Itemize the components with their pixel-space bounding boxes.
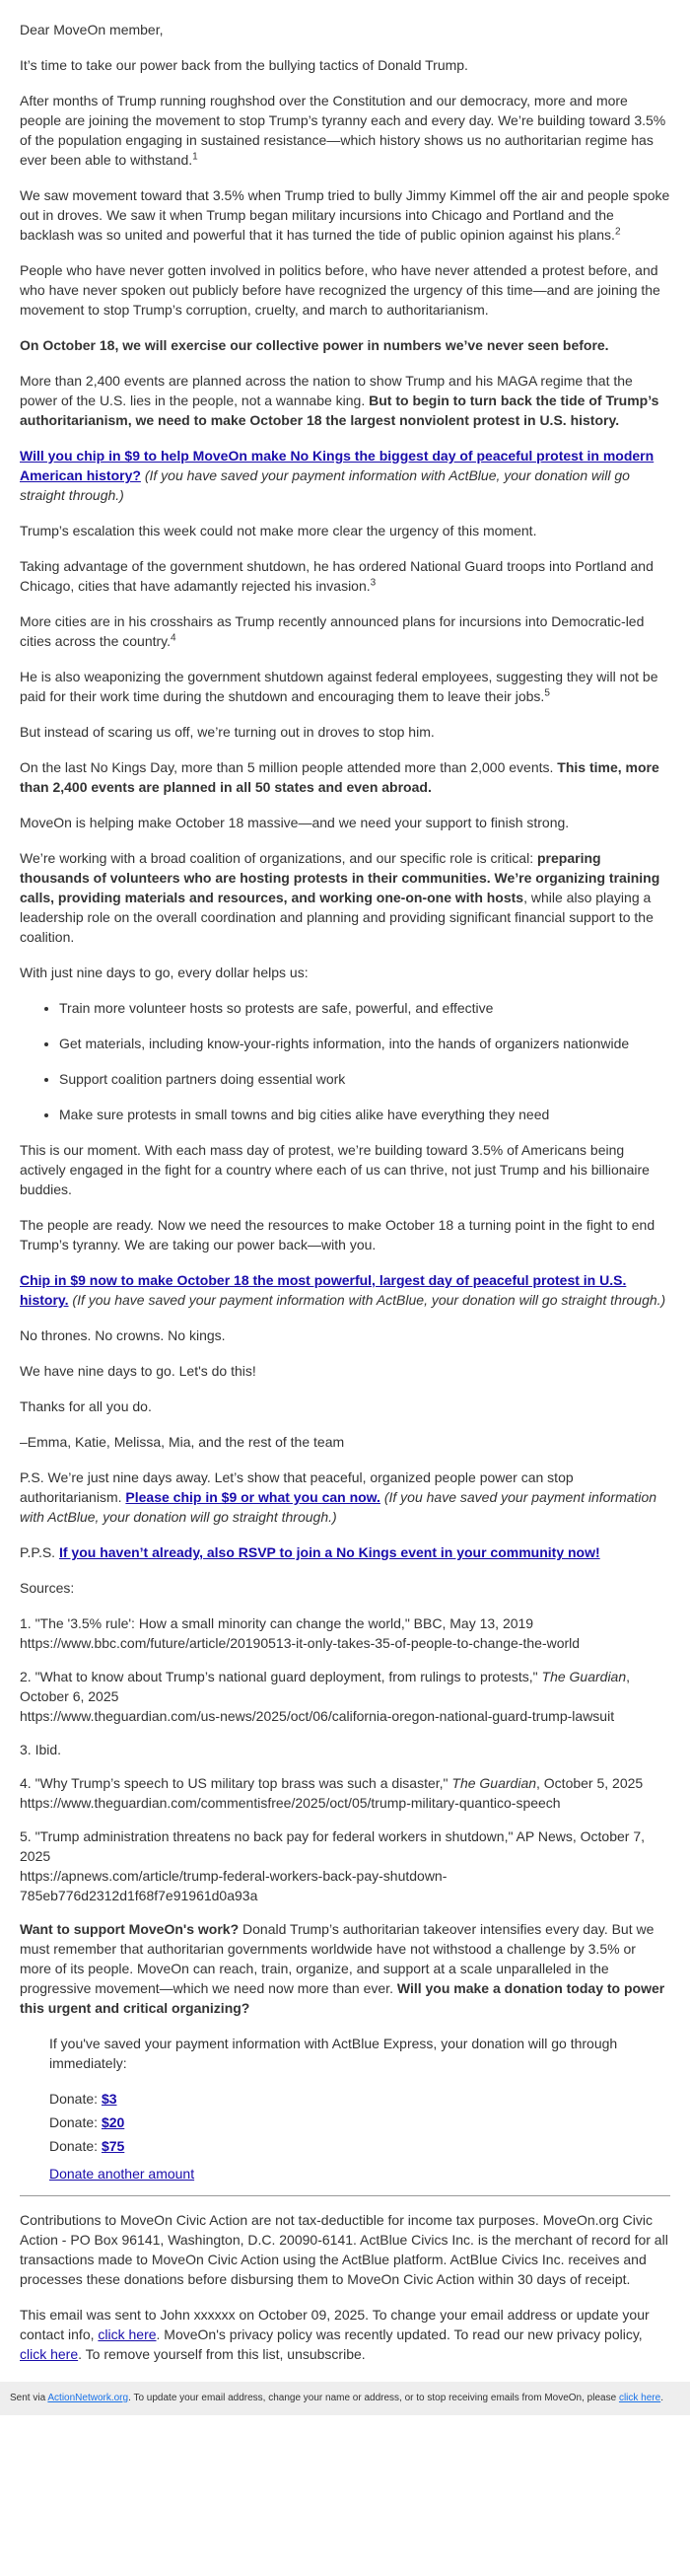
donate-row: Donate: $3 xyxy=(49,2091,117,2107)
footnote-ref: 3 xyxy=(370,577,377,589)
sources-heading: Sources: xyxy=(20,1580,75,1596)
source-item: 2. "What to know about Trump’s national guard deployment, from rulings to protests," The Guardian, October 6, 2025 https://www.theguardian.com/us-news/2025/oct/06/california-oregon-national-guard-trump-lawsuit xyxy=(20,1667,670,1726)
donate-another-link[interactable]: Donate another amount xyxy=(49,2166,195,2182)
postscript-2: P.P.S. If you haven’t already, also RSVP to join a No Kings event in your community now! xyxy=(20,1544,600,1560)
express-note: If you've saved your payment information with ActBlue Express, your donation will go through immediately: xyxy=(49,2036,618,2071)
greeting: Dear MoveOn member, xyxy=(20,22,164,37)
rsvp-link[interactable]: If you haven’t already, also RSVP to join a No Kings event in your community now! xyxy=(58,1544,600,1560)
bullet-list xyxy=(20,998,670,1124)
paragraph: No thrones. No crowns. No kings. xyxy=(20,1327,226,1343)
paragraph: The people are ready. Now we need the resources to make October 18 a turning point in the fight to end Trump’s tyranny. We are taking our power back—with you. xyxy=(20,1217,656,1252)
ps-donate-link[interactable]: Please chip in $9 or what you can now. xyxy=(125,1489,380,1505)
paragraph: He is also weaponizing the government shutdown against federal employees, suggesting they will not be paid for their work time during the shutdown and encouraging them to leave their jobs.$^5$ xyxy=(20,669,658,704)
paragraph: People who have never gotten involved in politics before, who have never attended a protest before, and who have never spoken out publicly before have recognized the urgency of this time—and are joining the movement to stop Trump’s corruption, cruelty, and march to authoritarianism. xyxy=(20,262,660,318)
list-item: • Make sure protests in small towns and big cities alike have everything they need xyxy=(59,1105,670,1124)
paragraph: With just nine days to go, every dollar helps us: xyxy=(20,965,309,980)
footnote-ref: 1 xyxy=(192,151,198,163)
source-item: 4. "Why Trump’s speech to US military top brass was such a disaster," The Guardian, October 5, 2025 https://www.theguardian.com/commentisfree/2025/oct/05/trump-military-quantico-speech xyxy=(20,1773,670,1813)
postscript: P.S. We’re just nine days away. Let’s show that peaceful, organized people power can stop authoritarianism. Please chip in $9 or what you can now. (If you have saved your payment information with ActBlue, your donation will go straight through.) xyxy=(20,1469,657,1525)
donation-ask: Will you chip in $9 to help MoveOn make No Kings the biggest day of peaceful protest in modern American history? (If you have saved your payment information with ActBlue, your donation will go straight through.) xyxy=(20,448,655,503)
paragraph: Thanks for all you do. xyxy=(20,1398,152,1414)
donate-20-button[interactable]: $20 xyxy=(101,2114,125,2130)
list-item: • Train more volunteer hosts so protests are safe, powerful, and effective xyxy=(59,998,670,1018)
source-item: 3. Ibid. xyxy=(20,1742,62,1757)
footnote-ref: 5 xyxy=(544,687,550,699)
paragraph: But instead of scaring us off, we’re turning out in droves to stop him. xyxy=(20,724,435,740)
donate-link[interactable]: Chip in $9 now to make October 18 the most powerful, largest day of peaceful protest in U.S. history. xyxy=(20,1272,627,1308)
donate-row: Donate: $20 xyxy=(49,2114,125,2130)
source-item: 5. "Trump administration threatens no back pay for federal workers in shutdown," AP News, October 7, 2025 https://apnews.com/article/trump-federal-workers-back-pay-shutdown-785eb776d2312d1f68f7e91961d0a93a xyxy=(20,1826,670,1905)
divider xyxy=(20,2195,670,2196)
signature: –Emma, Katie, Melissa, Mia, and the rest of the team xyxy=(20,1434,345,1450)
donation-ask: Chip in $9 now to make October 18 the most powerful, largest day of peaceful protest in U.S. history. (If you have saved your payment information with ActBlue, your donation will go straight through.) xyxy=(20,1272,666,1308)
source-item: 1. "The '3.5% rule': How a small minority can change the world," BBC, May 13, 2019 https://www.bbc.com/future/article/20190513-it-only-takes-35-of-people-to-change-the-world xyxy=(20,1613,670,1653)
source-url: https://www.theguardian.com/commentisfree/2025/oct/05/trump-military-quantico-speech xyxy=(20,1795,561,1811)
paragraph: On the last No Kings Day, more than 5 million people attended more than 2,000 events. This time, more than 2,400 events are planned in all 50 states and even abroad. xyxy=(20,759,659,795)
paragraph: More than 2,400 events are planned across the nation to show Trump and his MAGA regime that the power of the U.S. lies in the people, not a wannabe king. But to begin to turn back the tide of Trump’s authoritarianism, we need to make October 18 the largest nonviolent protest in U.S. history. xyxy=(20,373,659,428)
source-url: https://www.theguardian.com/us-news/2025/oct/06/california-oregon-national-guard-trump-lawsuit xyxy=(20,1708,615,1724)
footnote-ref: 4 xyxy=(171,632,176,644)
paragraph: This is our moment. With each mass day of protest, we’re building toward 3.5% of Americans being actively engaged in the fight for a country where each of us can thrive, not just Trump and his billionaire buddies. xyxy=(20,1142,650,1197)
privacy-policy-link[interactable]: click here xyxy=(20,2346,79,2362)
paragraph: Trump’s escalation this week could not make more clear the urgency of this moment. xyxy=(20,523,537,538)
paragraph: MoveOn is helping make October 18 massive—and we need your support to finish strong. xyxy=(20,815,570,830)
donate-another-row xyxy=(49,2164,670,2183)
sent-to-notice: This email was sent to John xxxxxx on October 09, 2025. To change your email address or update your contact info, click here. MoveOn's privacy policy was recently updated. To read our new privacy policy, click here. To remove yourself from this list, unsubscribe. xyxy=(20,2307,650,2362)
intro-paragraph: It’s time to take our power back from the bullying tactics of Donald Trump. xyxy=(20,57,468,73)
paragraph: We saw movement toward that 3.5% when Trump tried to bully Jimmy Kimmel off the air and people spoke out in droves. We saw it when Trump began military incursions into Chicago and Portland and the backlash was so united and powerful that it has turned the tide of public opinion against his plans.$^2$ xyxy=(20,187,670,243)
source-url: https://www.bbc.com/future/article/20190513-it-only-takes-35-of-people-to-change-the-world xyxy=(20,1635,581,1651)
donate-75-button[interactable]: $75 xyxy=(101,2138,125,2154)
footer-click-here-link[interactable]: click here xyxy=(618,2393,661,2403)
list-item: • Support coalition partners doing essential work xyxy=(59,1069,670,1089)
paragraph: More cities are in his crosshairs as Trump recently announced plans for incursions into Democratic-led cities across the country.$^4$ xyxy=(20,613,645,649)
paragraph: We’re working with a broad coalition of organizations, and our specific role is critical: preparing thousands of volunteers who are hosting protests in their communities. We’re organizing training calls, providing materials and resources, and working one-on-one with hosts, while also playing a leadership role on the overall coordination and planning and providing significant financial support to the coalition. xyxy=(20,850,660,945)
list-item: • Get materials, including know-your-rights information, into the hands of organizers nationwide xyxy=(59,1034,670,1053)
legal-disclaimer: Contributions to MoveOn Civic Action are not tax-deductible for income tax purposes. MoveOn.org Civic Action - PO Box 96141, Washington, D.C. 20090-6141. ActBlue Civics Inc. is the merchant of record for all transactions made to MoveOn Civic Action using the ActBlue platform. ActBlue Civics Inc. receives and processes these donations before disbursing them to MoveOn Civic Action within 30 days of receipt. xyxy=(20,2212,668,2287)
paragraph: Taking advantage of the government shutdown, he has ordered National Guard troops into Portland and Chicago, cities that have adamantly rejected his invasion.$^3$ xyxy=(20,558,654,594)
express-donate-box xyxy=(20,2034,670,2183)
source-url: https://apnews.com/article/trump-federal-workers-back-pay-shutdown-785eb776d2312d1f68f7e91961d0a93a xyxy=(20,1868,448,1903)
footnote-ref: 2 xyxy=(614,226,621,238)
donate-row: Donate: $75 xyxy=(49,2138,125,2154)
actionnetwork-link[interactable]: ActionNetwork.org xyxy=(47,2393,129,2403)
paragraph: After months of Trump running roughshod over the Constitution and our democracy, more and more people are joining the movement to stop Trump’s tyranny each and every day. We’re building toward 3.5% of the population engaging in sustained resistance—which history shows us no authoritarian regime has ever been able to withstand.$^1$ xyxy=(20,93,666,168)
donate-link[interactable]: Will you chip in $9 to help MoveOn make No Kings the biggest day of peaceful protest in modern American history? xyxy=(20,448,655,483)
update-contact-link[interactable]: click here xyxy=(98,2326,157,2342)
footer-bar: Sent via ActionNetwork.org. To update your email address, change your name or address, or to stop receiving emails from MoveOn, please click here. xyxy=(0,2382,690,2415)
bold-paragraph: On October 18, we will exercise our collective power in numbers we’ve never seen before. xyxy=(20,337,609,353)
donate-3-button[interactable]: $3 xyxy=(101,2091,117,2107)
paragraph: We have nine days to go. Let's do this! xyxy=(20,1363,256,1379)
support-paragraph: Want to support MoveOn's work? Donald Trump’s authoritarian takeover intensifies every day. But we must remember that authoritarian governments worldwide have not withstood a challenge by 3.5% or more of its people. MoveOn can reach, train, organize, and support at a scale unparalleled in the progressive movement—which we need now more than ever. Will you make a donation today to power this urgent and critical organizing? xyxy=(20,1921,665,2016)
